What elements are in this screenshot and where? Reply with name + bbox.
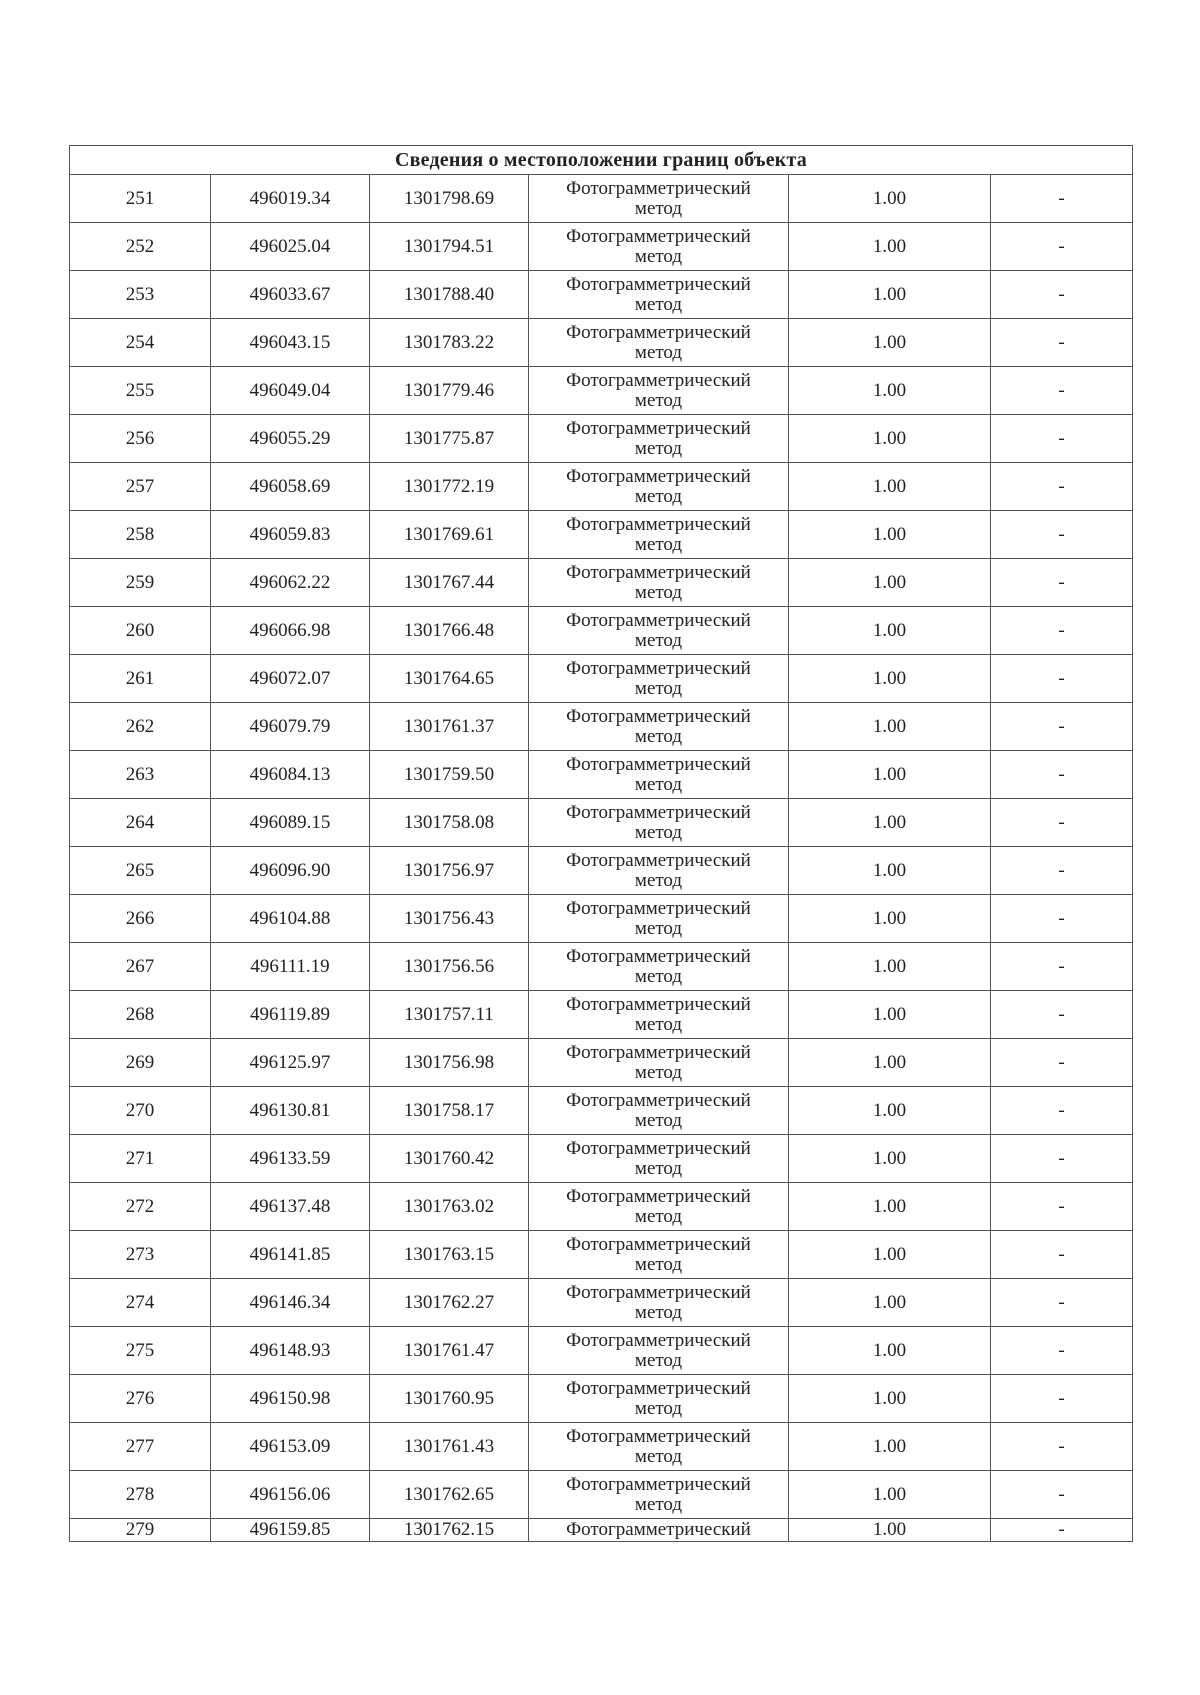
- table-row: [70, 1135, 1133, 1183]
- y-coordinate-cell: 1301775.87: [370, 415, 529, 463]
- y-coordinate-cell: 1301766.48: [370, 607, 529, 655]
- method-line-2: метод: [634, 773, 683, 795]
- method-line-2: метод: [634, 1253, 683, 1275]
- method-line-1: Фотограмметрический: [566, 801, 751, 823]
- method-line-1: Фотограмметрический: [566, 1519, 751, 1540]
- method-cell: [529, 847, 789, 895]
- point-number-cell: 264: [70, 799, 211, 847]
- method-line-1: Фотограмметрический: [566, 897, 751, 919]
- table-row: [70, 1375, 1133, 1423]
- accuracy-cell: 1.00: [789, 1231, 991, 1279]
- y-coordinate-cell: 1301772.19: [370, 463, 529, 511]
- method-cell: [529, 703, 789, 751]
- y-coordinate-cell: 1301762.65: [370, 1471, 529, 1519]
- method-line-1: Фотограмметрический: [566, 1233, 751, 1255]
- method-line-2: метод: [634, 1301, 683, 1323]
- note-cell: -: [991, 511, 1133, 559]
- note-cell: -: [991, 1279, 1133, 1327]
- y-coordinate-cell: 1301757.11: [370, 991, 529, 1039]
- method-line-2: метод: [634, 197, 683, 219]
- accuracy-cell: 1.00: [789, 799, 991, 847]
- method-line-1: Фотограмметрический: [566, 609, 751, 631]
- note-cell: -: [991, 655, 1133, 703]
- x-coordinate-cell: 496058.69: [211, 463, 370, 511]
- accuracy-cell: 1.00: [789, 223, 991, 271]
- method-line-2: метод: [634, 965, 683, 987]
- note-cell: -: [991, 703, 1133, 751]
- accuracy-cell: 1.00: [789, 895, 991, 943]
- note-cell: -: [991, 799, 1133, 847]
- method-line-2: метод: [634, 1061, 683, 1083]
- table-row: [70, 367, 1133, 415]
- x-coordinate-cell: 496066.98: [211, 607, 370, 655]
- table-row: [70, 1327, 1133, 1375]
- point-number-cell: 270: [70, 1087, 211, 1135]
- accuracy-cell: 1.00: [789, 511, 991, 559]
- x-coordinate-cell: 496084.13: [211, 751, 370, 799]
- method-line-1: Фотограмметрический: [566, 465, 751, 487]
- y-coordinate-cell: 1301756.56: [370, 943, 529, 991]
- accuracy-cell: 1.00: [789, 991, 991, 1039]
- table-row: [70, 1423, 1133, 1471]
- y-coordinate-cell: 1301794.51: [370, 223, 529, 271]
- accuracy-cell: 1.00: [789, 751, 991, 799]
- table-row: [70, 463, 1133, 511]
- method-line-1: Фотограмметрический: [566, 321, 751, 343]
- y-coordinate-cell: 1301761.47: [370, 1327, 529, 1375]
- accuracy-cell: 1.00: [789, 1183, 991, 1231]
- y-coordinate-cell: 1301756.43: [370, 895, 529, 943]
- method-cell: [529, 751, 789, 799]
- accuracy-cell: 1.00: [789, 271, 991, 319]
- note-cell: -: [991, 271, 1133, 319]
- point-number-cell: 277: [70, 1423, 211, 1471]
- y-coordinate-cell: 1301798.69: [370, 175, 529, 223]
- point-number-cell: 273: [70, 1231, 211, 1279]
- y-coordinate-cell: 1301769.61: [370, 511, 529, 559]
- table-row: [70, 1519, 1133, 1542]
- x-coordinate-cell: 496156.06: [211, 1471, 370, 1519]
- x-coordinate-cell: 496153.09: [211, 1423, 370, 1471]
- method-line-2: метод: [634, 869, 683, 891]
- method-line-1: Фотограмметрический: [566, 945, 751, 967]
- method-line-2: метод: [634, 533, 683, 555]
- x-coordinate-cell: 496025.04: [211, 223, 370, 271]
- method-line-2: метод: [634, 437, 683, 459]
- method-cell: [529, 559, 789, 607]
- y-coordinate-cell: 1301762.27: [370, 1279, 529, 1327]
- x-coordinate-cell: 496059.83: [211, 511, 370, 559]
- note-cell: -: [991, 991, 1133, 1039]
- x-coordinate-cell: 496141.85: [211, 1231, 370, 1279]
- method-line-2: метод: [634, 581, 683, 603]
- note-cell: -: [991, 1231, 1133, 1279]
- point-number-cell: 267: [70, 943, 211, 991]
- method-line-2: метод: [634, 725, 683, 747]
- method-line-2: метод: [634, 1397, 683, 1419]
- note-cell: -: [991, 1087, 1133, 1135]
- x-coordinate-cell: 496062.22: [211, 559, 370, 607]
- x-coordinate-cell: 496019.34: [211, 175, 370, 223]
- table-row: [70, 175, 1133, 223]
- note-cell: -: [991, 607, 1133, 655]
- table-row: [70, 1279, 1133, 1327]
- accuracy-cell: 1.00: [789, 1279, 991, 1327]
- y-coordinate-cell: 1301767.44: [370, 559, 529, 607]
- point-number-cell: 260: [70, 607, 211, 655]
- method-line-2: метод: [634, 1445, 683, 1467]
- point-number-cell: 255: [70, 367, 211, 415]
- x-coordinate-cell: 496096.90: [211, 847, 370, 895]
- x-coordinate-cell: 496119.89: [211, 991, 370, 1039]
- point-number-cell: 275: [70, 1327, 211, 1375]
- method-line-2: метод: [634, 485, 683, 507]
- method-line-2: метод: [634, 389, 683, 411]
- accuracy-cell: 1.00: [789, 1375, 991, 1423]
- x-coordinate-cell: 496055.29: [211, 415, 370, 463]
- method-line-1: Фотограмметрический: [566, 753, 751, 775]
- point-number-cell: 278: [70, 1471, 211, 1519]
- x-coordinate-cell: 496150.98: [211, 1375, 370, 1423]
- point-number-cell: 276: [70, 1375, 211, 1423]
- note-cell: -: [991, 895, 1133, 943]
- method-line-2: метод: [634, 1157, 683, 1179]
- point-number-cell: 265: [70, 847, 211, 895]
- method-line-2: метод: [634, 1205, 683, 1227]
- y-coordinate-cell: 1301761.37: [370, 703, 529, 751]
- note-cell: -: [991, 559, 1133, 607]
- table-row: [70, 559, 1133, 607]
- method-line-2: метод: [634, 677, 683, 699]
- method-line-1: Фотограмметрический: [566, 1377, 751, 1399]
- point-number-cell: 263: [70, 751, 211, 799]
- y-coordinate-cell: 1301762.15: [370, 1519, 529, 1542]
- method-cell: [529, 367, 789, 415]
- x-coordinate-cell: 496079.79: [211, 703, 370, 751]
- method-cell: [529, 1327, 789, 1375]
- table-row: [70, 799, 1133, 847]
- table-row: [70, 703, 1133, 751]
- accuracy-cell: 1.00: [789, 655, 991, 703]
- y-coordinate-cell: 1301758.17: [370, 1087, 529, 1135]
- method-line-1: Фотограмметрический: [566, 1473, 751, 1495]
- table-row: [70, 607, 1133, 655]
- point-number-cell: 256: [70, 415, 211, 463]
- method-line-2: метод: [634, 293, 683, 315]
- boundary-coordinates-table: [69, 145, 1133, 1542]
- accuracy-cell: 1.00: [789, 607, 991, 655]
- method-line-1: Фотограмметрический: [566, 849, 751, 871]
- note-cell: -: [991, 367, 1133, 415]
- x-coordinate-cell: 496137.48: [211, 1183, 370, 1231]
- table-row: [70, 1471, 1133, 1519]
- accuracy-cell: 1.00: [789, 847, 991, 895]
- x-coordinate-cell: 496043.15: [211, 319, 370, 367]
- table-row: [70, 1039, 1133, 1087]
- x-coordinate-cell: 496146.34: [211, 1279, 370, 1327]
- y-coordinate-cell: 1301763.02: [370, 1183, 529, 1231]
- table-row: [70, 223, 1133, 271]
- method-cell: [529, 1423, 789, 1471]
- method-line-1: Фотограмметрический: [566, 993, 751, 1015]
- x-coordinate-cell: 496111.19: [211, 943, 370, 991]
- method-cell: [529, 1183, 789, 1231]
- table-title-row: [70, 146, 1133, 175]
- point-number-cell: 271: [70, 1135, 211, 1183]
- method-cell: [529, 1375, 789, 1423]
- method-cell: [529, 1087, 789, 1135]
- accuracy-cell: 1.00: [789, 367, 991, 415]
- x-coordinate-cell: 496125.97: [211, 1039, 370, 1087]
- method-cell: [529, 1279, 789, 1327]
- method-cell: [529, 1519, 789, 1542]
- point-number-cell: 266: [70, 895, 211, 943]
- method-cell: [529, 943, 789, 991]
- note-cell: -: [991, 1183, 1133, 1231]
- y-coordinate-cell: 1301764.65: [370, 655, 529, 703]
- method-line-2: метод: [634, 1109, 683, 1131]
- method-line-2: метод: [634, 821, 683, 843]
- note-cell: -: [991, 751, 1133, 799]
- note-cell: -: [991, 847, 1133, 895]
- table-row: [70, 511, 1133, 559]
- y-coordinate-cell: 1301756.98: [370, 1039, 529, 1087]
- table-row: [70, 991, 1133, 1039]
- table-row: [70, 415, 1133, 463]
- method-line-1: Фотограмметрический: [566, 1281, 751, 1303]
- note-cell: -: [991, 415, 1133, 463]
- method-line-1: Фотограмметрический: [566, 561, 751, 583]
- accuracy-cell: 1.00: [789, 175, 991, 223]
- method-line-2: метод: [634, 245, 683, 267]
- point-number-cell: 274: [70, 1279, 211, 1327]
- y-coordinate-cell: 1301763.15: [370, 1231, 529, 1279]
- x-coordinate-cell: 496133.59: [211, 1135, 370, 1183]
- table-row: [70, 1087, 1133, 1135]
- method-line-2: метод: [634, 1349, 683, 1371]
- point-number-cell: 279: [70, 1519, 211, 1542]
- method-line-1: Фотограмметрический: [566, 1425, 751, 1447]
- method-cell: [529, 991, 789, 1039]
- note-cell: -: [991, 1423, 1133, 1471]
- table-row: [70, 271, 1133, 319]
- accuracy-cell: 1.00: [789, 1135, 991, 1183]
- method-line-2: метод: [634, 341, 683, 363]
- accuracy-cell: 1.00: [789, 1039, 991, 1087]
- accuracy-cell: 1.00: [789, 1423, 991, 1471]
- x-coordinate-cell: 496049.04: [211, 367, 370, 415]
- table-body: [70, 146, 1133, 1542]
- method-cell: [529, 1471, 789, 1519]
- note-cell: -: [991, 1471, 1133, 1519]
- table-row: [70, 943, 1133, 991]
- method-cell: [529, 1039, 789, 1087]
- note-cell: -: [991, 1327, 1133, 1375]
- accuracy-cell: 1.00: [789, 463, 991, 511]
- accuracy-cell: 1.00: [789, 1327, 991, 1375]
- note-cell: -: [991, 1519, 1133, 1542]
- method-line-1: Фотограмметрический: [566, 369, 751, 391]
- method-cell: [529, 223, 789, 271]
- method-line-1: Фотограмметрический: [566, 177, 751, 199]
- x-coordinate-cell: 496148.93: [211, 1327, 370, 1375]
- method-line-2: метод: [634, 629, 683, 651]
- point-number-cell: 269: [70, 1039, 211, 1087]
- method-line-1: Фотограмметрический: [566, 657, 751, 679]
- method-cell: [529, 175, 789, 223]
- point-number-cell: 268: [70, 991, 211, 1039]
- point-number-cell: 259: [70, 559, 211, 607]
- table-row: [70, 319, 1133, 367]
- method-line-2: метод: [634, 917, 683, 939]
- x-coordinate-cell: 496104.88: [211, 895, 370, 943]
- note-cell: -: [991, 463, 1133, 511]
- method-line-2: метод: [634, 1493, 683, 1515]
- method-line-1: Фотограмметрический: [566, 513, 751, 535]
- note-cell: -: [991, 943, 1133, 991]
- method-cell: [529, 799, 789, 847]
- table-row: [70, 1183, 1133, 1231]
- method-line-1: Фотограмметрический: [566, 1185, 751, 1207]
- y-coordinate-cell: 1301758.08: [370, 799, 529, 847]
- method-cell: [529, 463, 789, 511]
- point-number-cell: 254: [70, 319, 211, 367]
- accuracy-cell: 1.00: [789, 1471, 991, 1519]
- x-coordinate-cell: 496130.81: [211, 1087, 370, 1135]
- note-cell: -: [991, 1135, 1133, 1183]
- x-coordinate-cell: 496072.07: [211, 655, 370, 703]
- method-line-1: Фотограмметрический: [566, 1329, 751, 1351]
- accuracy-cell: 1.00: [789, 703, 991, 751]
- note-cell: -: [991, 175, 1133, 223]
- y-coordinate-cell: 1301760.95: [370, 1375, 529, 1423]
- y-coordinate-cell: 1301788.40: [370, 271, 529, 319]
- method-cell: [529, 1231, 789, 1279]
- x-coordinate-cell: 496089.15: [211, 799, 370, 847]
- method-cell: [529, 319, 789, 367]
- accuracy-cell: 1.00: [789, 1087, 991, 1135]
- accuracy-cell: 1.00: [789, 415, 991, 463]
- method-cell: [529, 607, 789, 655]
- method-cell: [529, 655, 789, 703]
- point-number-cell: 253: [70, 271, 211, 319]
- method-cell: [529, 271, 789, 319]
- method-line-1: Фотограмметрический: [566, 225, 751, 247]
- method-line-1: Фотограмметрический: [566, 1041, 751, 1063]
- accuracy-cell: 1.00: [789, 559, 991, 607]
- point-number-cell: 272: [70, 1183, 211, 1231]
- y-coordinate-cell: 1301759.50: [370, 751, 529, 799]
- point-number-cell: 252: [70, 223, 211, 271]
- point-number-cell: 258: [70, 511, 211, 559]
- point-number-cell: 251: [70, 175, 211, 223]
- method-line-1: Фотограмметрический: [566, 1089, 751, 1111]
- accuracy-cell: 1.00: [789, 943, 991, 991]
- note-cell: -: [991, 223, 1133, 271]
- y-coordinate-cell: 1301756.97: [370, 847, 529, 895]
- method-line-2: метод: [634, 1013, 683, 1035]
- table-row: [70, 655, 1133, 703]
- note-cell: -: [991, 319, 1133, 367]
- point-number-cell: 257: [70, 463, 211, 511]
- point-number-cell: 261: [70, 655, 211, 703]
- method-line-1: Фотограмметрический: [566, 705, 751, 727]
- method-cell: [529, 895, 789, 943]
- table-row: [70, 1231, 1133, 1279]
- table-row: [70, 895, 1133, 943]
- method-line-1: Фотограмметрический: [566, 273, 751, 295]
- table-row: [70, 751, 1133, 799]
- method-line-1: Фотограмметрический: [566, 417, 751, 439]
- note-cell: -: [991, 1039, 1133, 1087]
- x-coordinate-cell: 496159.85: [211, 1519, 370, 1542]
- note-cell: -: [991, 1375, 1133, 1423]
- method-cell: [529, 511, 789, 559]
- y-coordinate-cell: 1301760.42: [370, 1135, 529, 1183]
- y-coordinate-cell: 1301779.46: [370, 367, 529, 415]
- method-line-1: Фотограмметрический: [566, 1137, 751, 1159]
- y-coordinate-cell: 1301783.22: [370, 319, 529, 367]
- y-coordinate-cell: 1301761.43: [370, 1423, 529, 1471]
- point-number-cell: 262: [70, 703, 211, 751]
- method-cell: [529, 1135, 789, 1183]
- method-cell: [529, 415, 789, 463]
- x-coordinate-cell: 496033.67: [211, 271, 370, 319]
- accuracy-cell: 1.00: [789, 1519, 991, 1542]
- table-title: Сведения о местоположении границ объекта: [70, 146, 1133, 175]
- accuracy-cell: 1.00: [789, 319, 991, 367]
- table-row: [70, 847, 1133, 895]
